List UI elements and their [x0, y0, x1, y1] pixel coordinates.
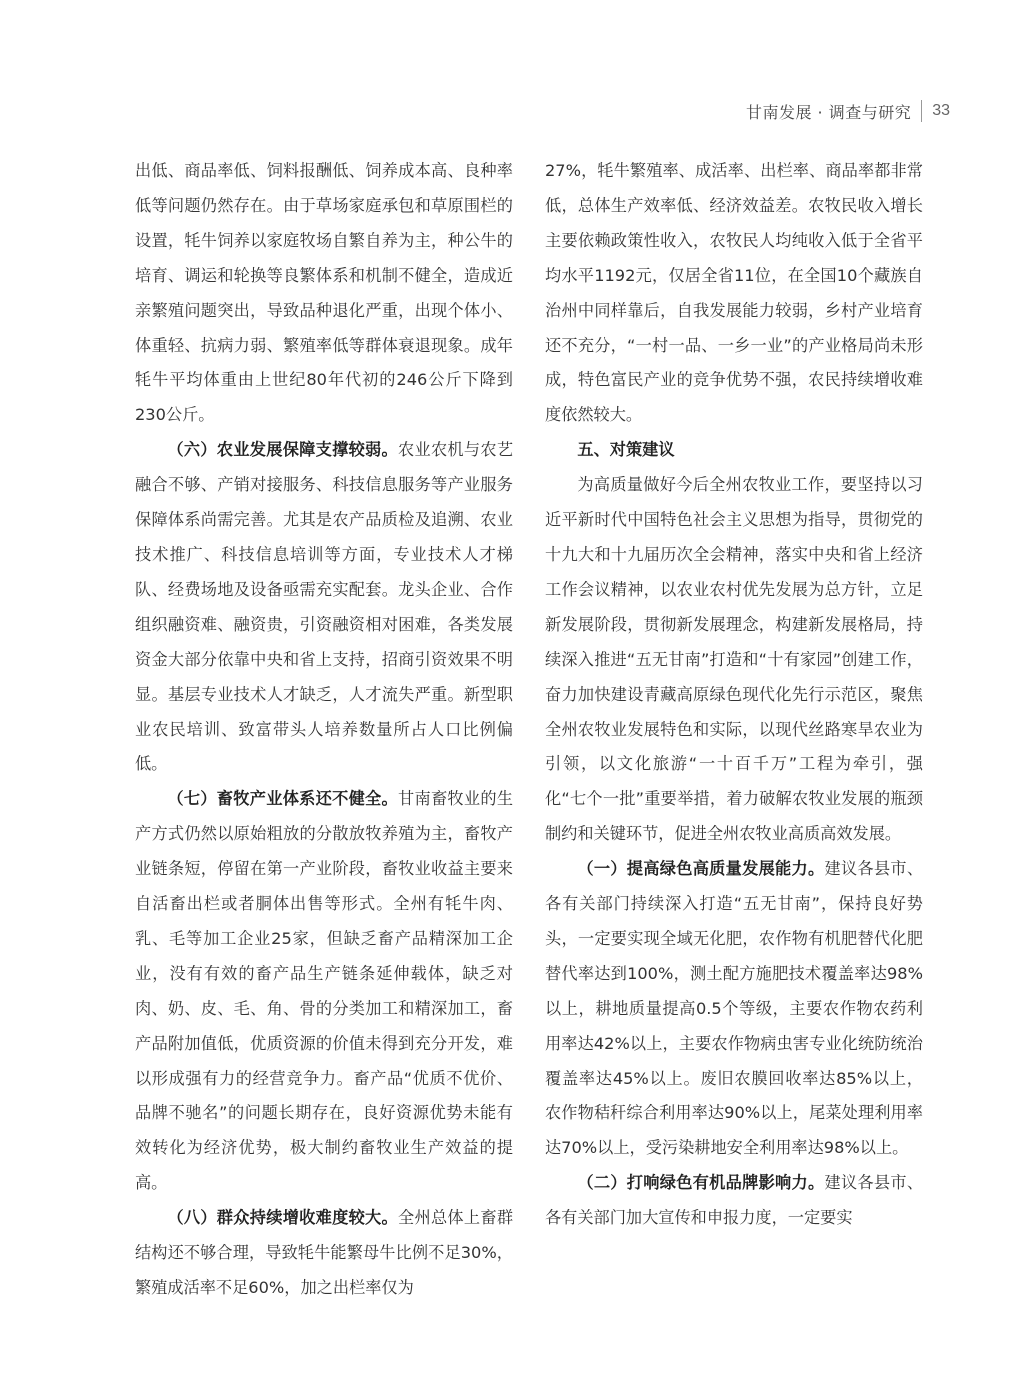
section-title: 五、对策建议 — [577, 440, 675, 460]
right-column — [545, 154, 923, 1236]
paragraph-continued: 出低、商品率低、饲料报酬低、饲养成本高、良种率低等问题仍然存在。由于草场家庭承包和草原围栏的设置，牦牛饲养以家庭牧场自繁自养为主，种公牛的培育、调运和轮换等良繁体系和机制不健全，造成近亲繁殖问题突出，导致品种退化严重，出现个体小、体重轻、抗病力弱、繁殖率低等群体衰退现象。成年牦牛平均体重由上世纪80年代初的246公斤下降到230公斤。 — [135, 161, 513, 425]
paragraph-heading: （六）农业发展保障支撑较弱。 — [167, 440, 398, 460]
paragraph-heading: （二）打响绿色有机品牌影响力。 — [577, 1173, 825, 1193]
header-divider — [921, 100, 922, 122]
paragraph-agri-support — [135, 433, 513, 782]
paragraph-body: 农业农机与农艺融合不够、产销对接服务、科技信息服务等产业服务保障体系尚需完善。尤其是农产品质检及追溯、农业技术推广、科技信息培训等方面，专业技术人才梯队、经费场地及设备亟需充实配套。龙头企业、合作组织融资难、融资贵，引资融资相对困难，各类发展资金大部分依靠中央和省上支持，招商引资效果不明显。基层专业技术人才缺乏，人才流失严重。新型职业农民培训、致富带头人培养数量所占人口比例偏低。 — [135, 440, 514, 774]
paragraph-income-growth — [135, 1201, 513, 1306]
paragraph-policy-intro: 为高质量做好今后全州农牧业工作，要坚持以习近平新时代中国特色社会主义思想为指导，贯彻党的十九大和十九届历次全会精神，落实中央和省上经济工作会议精神，以农业农村优先发展为总方针，立足新发展阶段，贯彻新发展理念，构建新发展格局，持续深入推进“五无甘南”打造和“十有家园”创建工作，奋力加快建设青藏高原绿色现代化先行示范区，聚焦全州农牧业发展特色和实际，以现代丝路寒旱农业为引领，以文化旅游“一十百千万”工程为牵引，强化“七个一批”重要举措，着力破解农牧业发展的瓶颈制约和关键环节，促进全州农牧业高质高效发展。 — [545, 475, 923, 844]
paragraph-heading: （一）提高绿色高质量发展能力。 — [577, 859, 825, 879]
paragraph-body: 全州总体上畜群结构还不够合理，导致牦牛能繁母牛比例不足30%，繁殖成活率不足60%，加之出栏率仅为 — [135, 1208, 514, 1297]
journal-title: 甘南发展 · 调查与研究 — [745, 102, 912, 122]
left-column — [135, 154, 513, 1306]
running-header — [746, 98, 950, 124]
page-number: 33 — [932, 102, 950, 119]
paragraph-body: 甘南畜牧业的生产方式仍然以原始粗放的分散放牧养殖为主，畜牧产业链条短，停留在第一产业阶段，畜牧业收益主要来自活畜出栏或者胴体出售等形式。全州有牦牛肉、乳、毛等加工企业25家，但缺乏畜产品精深加工企业，没有有效的畜产品生产链条延伸载体，缺乏对肉、奶、皮、毛、角、骨的分类加工和精深加工，畜产品附加值低，优质资源的价值未得到充分开发，难以形成强有力的经营竞争力。畜产品“优质不优价、品牌不驰名”的问题长期存在，良好资源优势未能有效转化为经济优势，极大制约畜牧业生产效益的提高。 — [135, 789, 514, 1193]
paragraph-green-development — [545, 852, 923, 1166]
paragraph-heading: （八）群众持续增收难度较大。 — [167, 1208, 398, 1228]
paragraph-green-brand — [545, 1166, 923, 1236]
paragraph-continued: 27%，牦牛繁殖率、成活率、出栏率、商品率都非常低，总体生产效率低、经济效益差。农牧民收入增长主要依赖政策性收入，农牧民人均纯收入低于全省平均水平1192元，仅居全省11位，在全国10个藏族自治州中同样靠后，自我发展能力较弱，乡村产业培育还不充分，“一村一品、一乡一业”的产业格局尚未形成，特色富民产业的竞争优势不强，农民持续增收难度依然较大。 — [545, 161, 923, 425]
paragraph-body: 建议各县市、各有关部门加大宣传和申报力度，一定要实 — [545, 1173, 924, 1228]
paragraph-livestock-industry — [135, 782, 513, 1201]
paragraph-body: 建议各县市、各有关部门持续深入打造“五无甘南”，保持良好势头，一定要实现全域无化肥，农作物有机肥替代化肥替代率达到100%，测土配方施肥技术覆盖率达98%以上，耕地质量提高0.5个等级，主要农作物农药利用率达42%以上，主要农作物病虫害专业化统防统治覆盖率达45%以上。废旧农膜回收率达85%以上，农作物秸秆综合利用率达90%以上，尾菜处理利用率达70%以上，受污染耕地安全利用率达98%以上。 — [545, 859, 924, 1158]
paragraph-heading: （七）畜牧产业体系还不健全。 — [167, 789, 398, 809]
